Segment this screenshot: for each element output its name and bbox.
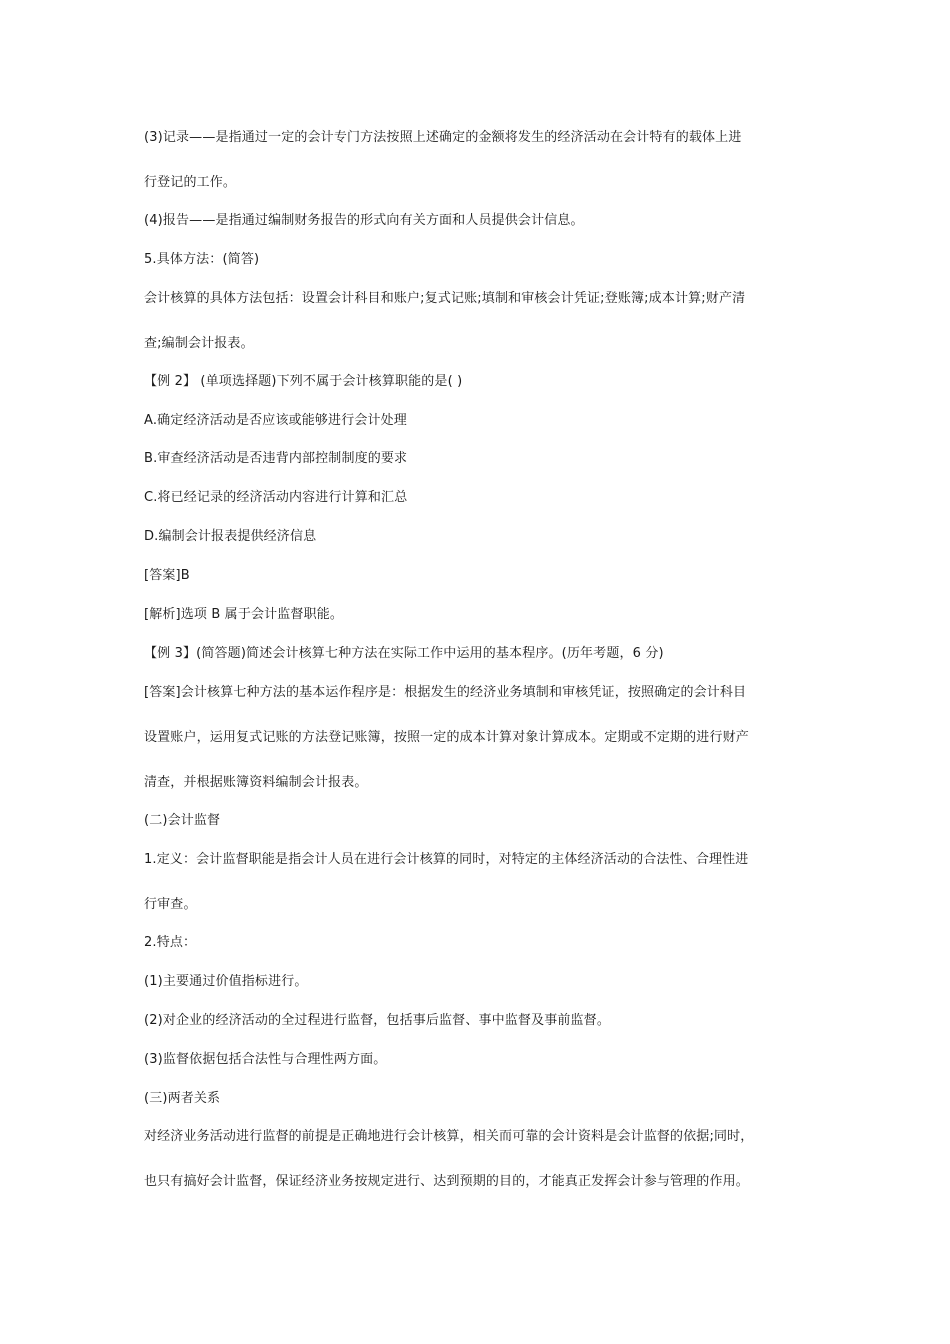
example-question: 【例 3】(简答题)简述会计核算七种方法在实际工作中运用的基本程序。(历年考题，6 分): [144, 646, 664, 661]
section-heading: (三)两者关系: [144, 1091, 221, 1106]
analysis-line: [解析]选项 B 属于会计监督职能。: [144, 607, 344, 622]
list-item: (2)对企业的经济活动的全过程进行监督，包括事后监督、事中监督及事前监督。: [144, 1013, 610, 1028]
section-heading: 2.特点：: [144, 935, 197, 950]
option-d: D.编制会计报表提供经济信息: [144, 529, 317, 544]
text-line: 也只有搞好会计监督，保证经济业务按规定进行、达到预期的目的，才能真正发挥会计参与管理的作用。: [144, 1174, 749, 1189]
text-line: (4)报告——是指通过编制财务报告的形式向有关方面和人员提供会计信息。: [144, 213, 584, 228]
answer-line: [答案]B: [144, 568, 190, 583]
text-line: 设置账户，运用复式记账的方法登记账簿，按照一定的成本计算对象计算成本。定期或不定期的进行财产: [144, 730, 749, 745]
example-question: 【例 2】 (单项选择题)下列不属于会计核算职能的是( ): [144, 374, 463, 389]
text-line: 对经济业务活动进行监督的前提是正确地进行会计核算，相关而可靠的会计资料是会计监督的依据;同时，: [144, 1129, 754, 1144]
text-line: 1.定义：会计监督职能是指会计人员在进行会计核算的同时，对特定的主体经济活动的合法性、合理性进: [144, 852, 749, 867]
option-a: A.确定经济活动是否应该或能够进行会计处理: [144, 413, 407, 428]
section-heading: (二)会计监督: [144, 813, 221, 828]
list-item: (1)主要通过价值指标进行。: [144, 974, 308, 989]
text-line: 会计核算的具体方法包括：设置会计科目和账户;复式记账;填制和审核会计凭证;登账簿;成本计算;财产清: [144, 291, 746, 306]
text-line: 清查，并根据账簿资料编制会计报表。: [144, 775, 368, 790]
option-b: B.审查经济活动是否违背内部控制制度的要求: [144, 451, 408, 466]
answer-line: [答案]会计核算七种方法的基本运作程序是：根据发生的经济业务填制和审核凭证，按照确定的会计科目: [144, 685, 747, 700]
text-line: 查;编制会计报表。: [144, 336, 254, 351]
text-line: 行登记的工作。: [144, 175, 237, 190]
section-heading: 5.具体方法：(简答): [144, 252, 260, 267]
option-c: C.将已经记录的经济活动内容进行计算和汇总: [144, 490, 408, 505]
list-item: (3)监督依据包括合法性与合理性两方面。: [144, 1052, 387, 1067]
text-line: 行审查。: [144, 897, 197, 912]
text-line: (3)记录——是指通过一定的会计专门方法按照上述确定的金额将发生的经济活动在会计特有的载体上进: [144, 130, 742, 145]
